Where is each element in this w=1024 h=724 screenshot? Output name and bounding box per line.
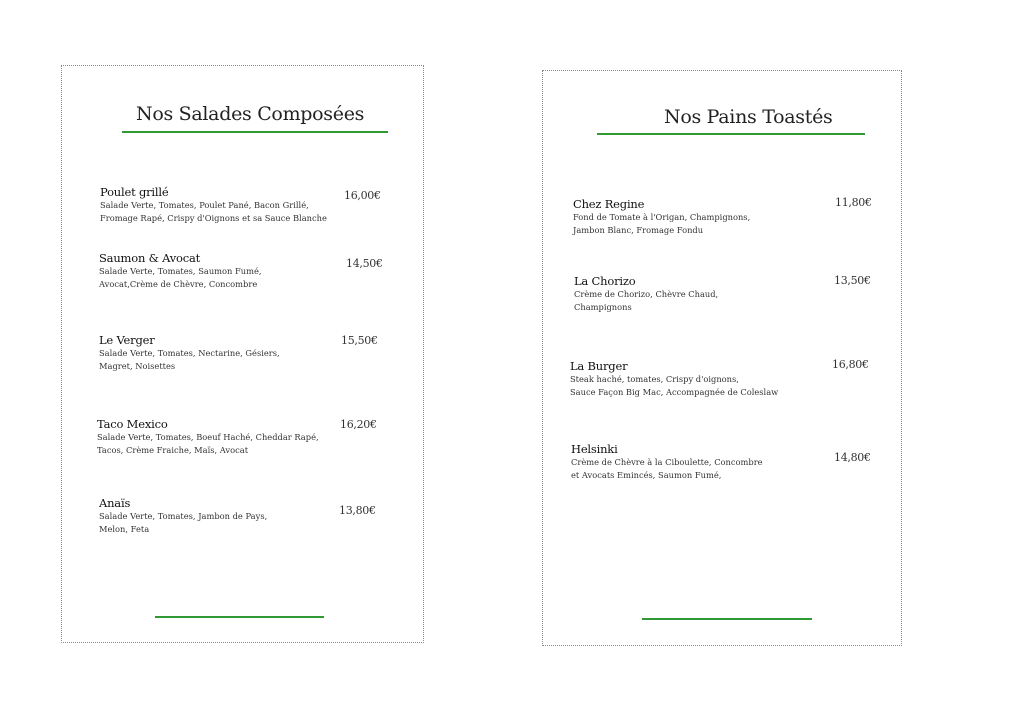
item-desc-line: Salade Verte, Tomates, Poulet Pané, Bacon Grillé, (100, 200, 309, 210)
footer-rule (155, 616, 324, 618)
item-name: Chez Regine (573, 197, 645, 211)
item-desc-line: Salade Verte, Tomates, Nectarine, Gésiers, (99, 348, 280, 358)
item-desc-line: et Avocats Emincés, Saumon Fumé, (571, 469, 722, 480)
item-price: 13,50€ (834, 274, 871, 287)
title-underline (597, 133, 865, 135)
menu-item-anais (99, 496, 267, 535)
item-desc-line: Salade Verte, Tomates, Jambon de Pays, (99, 511, 268, 521)
item-price: 16,80€ (832, 358, 869, 371)
item-name: Le Verger (99, 333, 155, 347)
menu-item-taco-mexico (97, 417, 319, 456)
item-name: La Chorizo (574, 274, 636, 288)
item-desc-line: Salade Verte, Tomates, Boeuf Haché, Cheddar Rapé, (97, 432, 319, 442)
item-desc-line: Sauce Façon Big Mac, Accompagnée de Coleslaw (570, 386, 779, 397)
item-desc-line: Fond de Tomate à l'Origan, Champignons, (573, 212, 751, 222)
item-desc-line: Champignons (574, 301, 632, 312)
item-name: Anaïs (99, 496, 131, 510)
section-title-salades: Nos Salades Composées (136, 103, 365, 125)
item-desc-line: Melon, Feta (99, 523, 150, 534)
item-desc-line: Crème de Chèvre à la Ciboulette, Concombre (571, 457, 763, 467)
footer-rule (642, 618, 812, 620)
item-name: La Burger (570, 359, 628, 373)
item-desc-line: Fromage Rapé, Crispy d'Oignons et sa Sauce Blanche (100, 212, 327, 223)
title-underline (122, 131, 388, 133)
item-price: 15,50€ (341, 334, 378, 347)
item-desc-line: Crème de Chorizo, Chèvre Chaud, (574, 289, 719, 299)
item-desc-line: Jambon Blanc, Fromage Fondu (573, 224, 704, 235)
item-name: Saumon & Avocat (99, 251, 201, 265)
menu-item-la-burger (570, 359, 778, 398)
item-desc-line: Tacos, Crème Fraiche, Maïs, Avocat (97, 444, 249, 455)
item-desc-line: Steak haché, tomates, Crispy d'oignons, (570, 374, 739, 384)
menu-item-chez-regine (573, 197, 750, 236)
item-price: 13,80€ (339, 504, 376, 517)
item-price: 14,80€ (834, 451, 871, 464)
item-price: 16,00€ (344, 189, 381, 202)
item-desc-line: Magret, Noisettes (99, 360, 176, 371)
menu-item-poulet-grille (100, 185, 327, 224)
menu-item-saumon-avocat (99, 251, 262, 290)
item-price: 11,80€ (835, 196, 872, 209)
menu-page-salades (61, 65, 424, 643)
menu-item-le-verger (99, 333, 280, 372)
item-name: Poulet grillé (100, 185, 169, 199)
menu-item-helsinki (571, 442, 763, 481)
item-desc-line: Avocat,Crème de Chèvre, Concombre (99, 278, 258, 289)
item-name: Helsinki (571, 442, 618, 456)
menu-item-la-chorizo (574, 274, 718, 313)
menu-page-pains (542, 70, 902, 646)
item-desc-line: Salade Verte, Tomates, Saumon Fumé, (99, 266, 262, 276)
section-title-pains: Nos Pains Toastés (664, 106, 833, 128)
item-name: Taco Mexico (97, 417, 168, 431)
item-price: 16,20€ (340, 418, 377, 431)
item-price: 14,50€ (346, 257, 383, 270)
